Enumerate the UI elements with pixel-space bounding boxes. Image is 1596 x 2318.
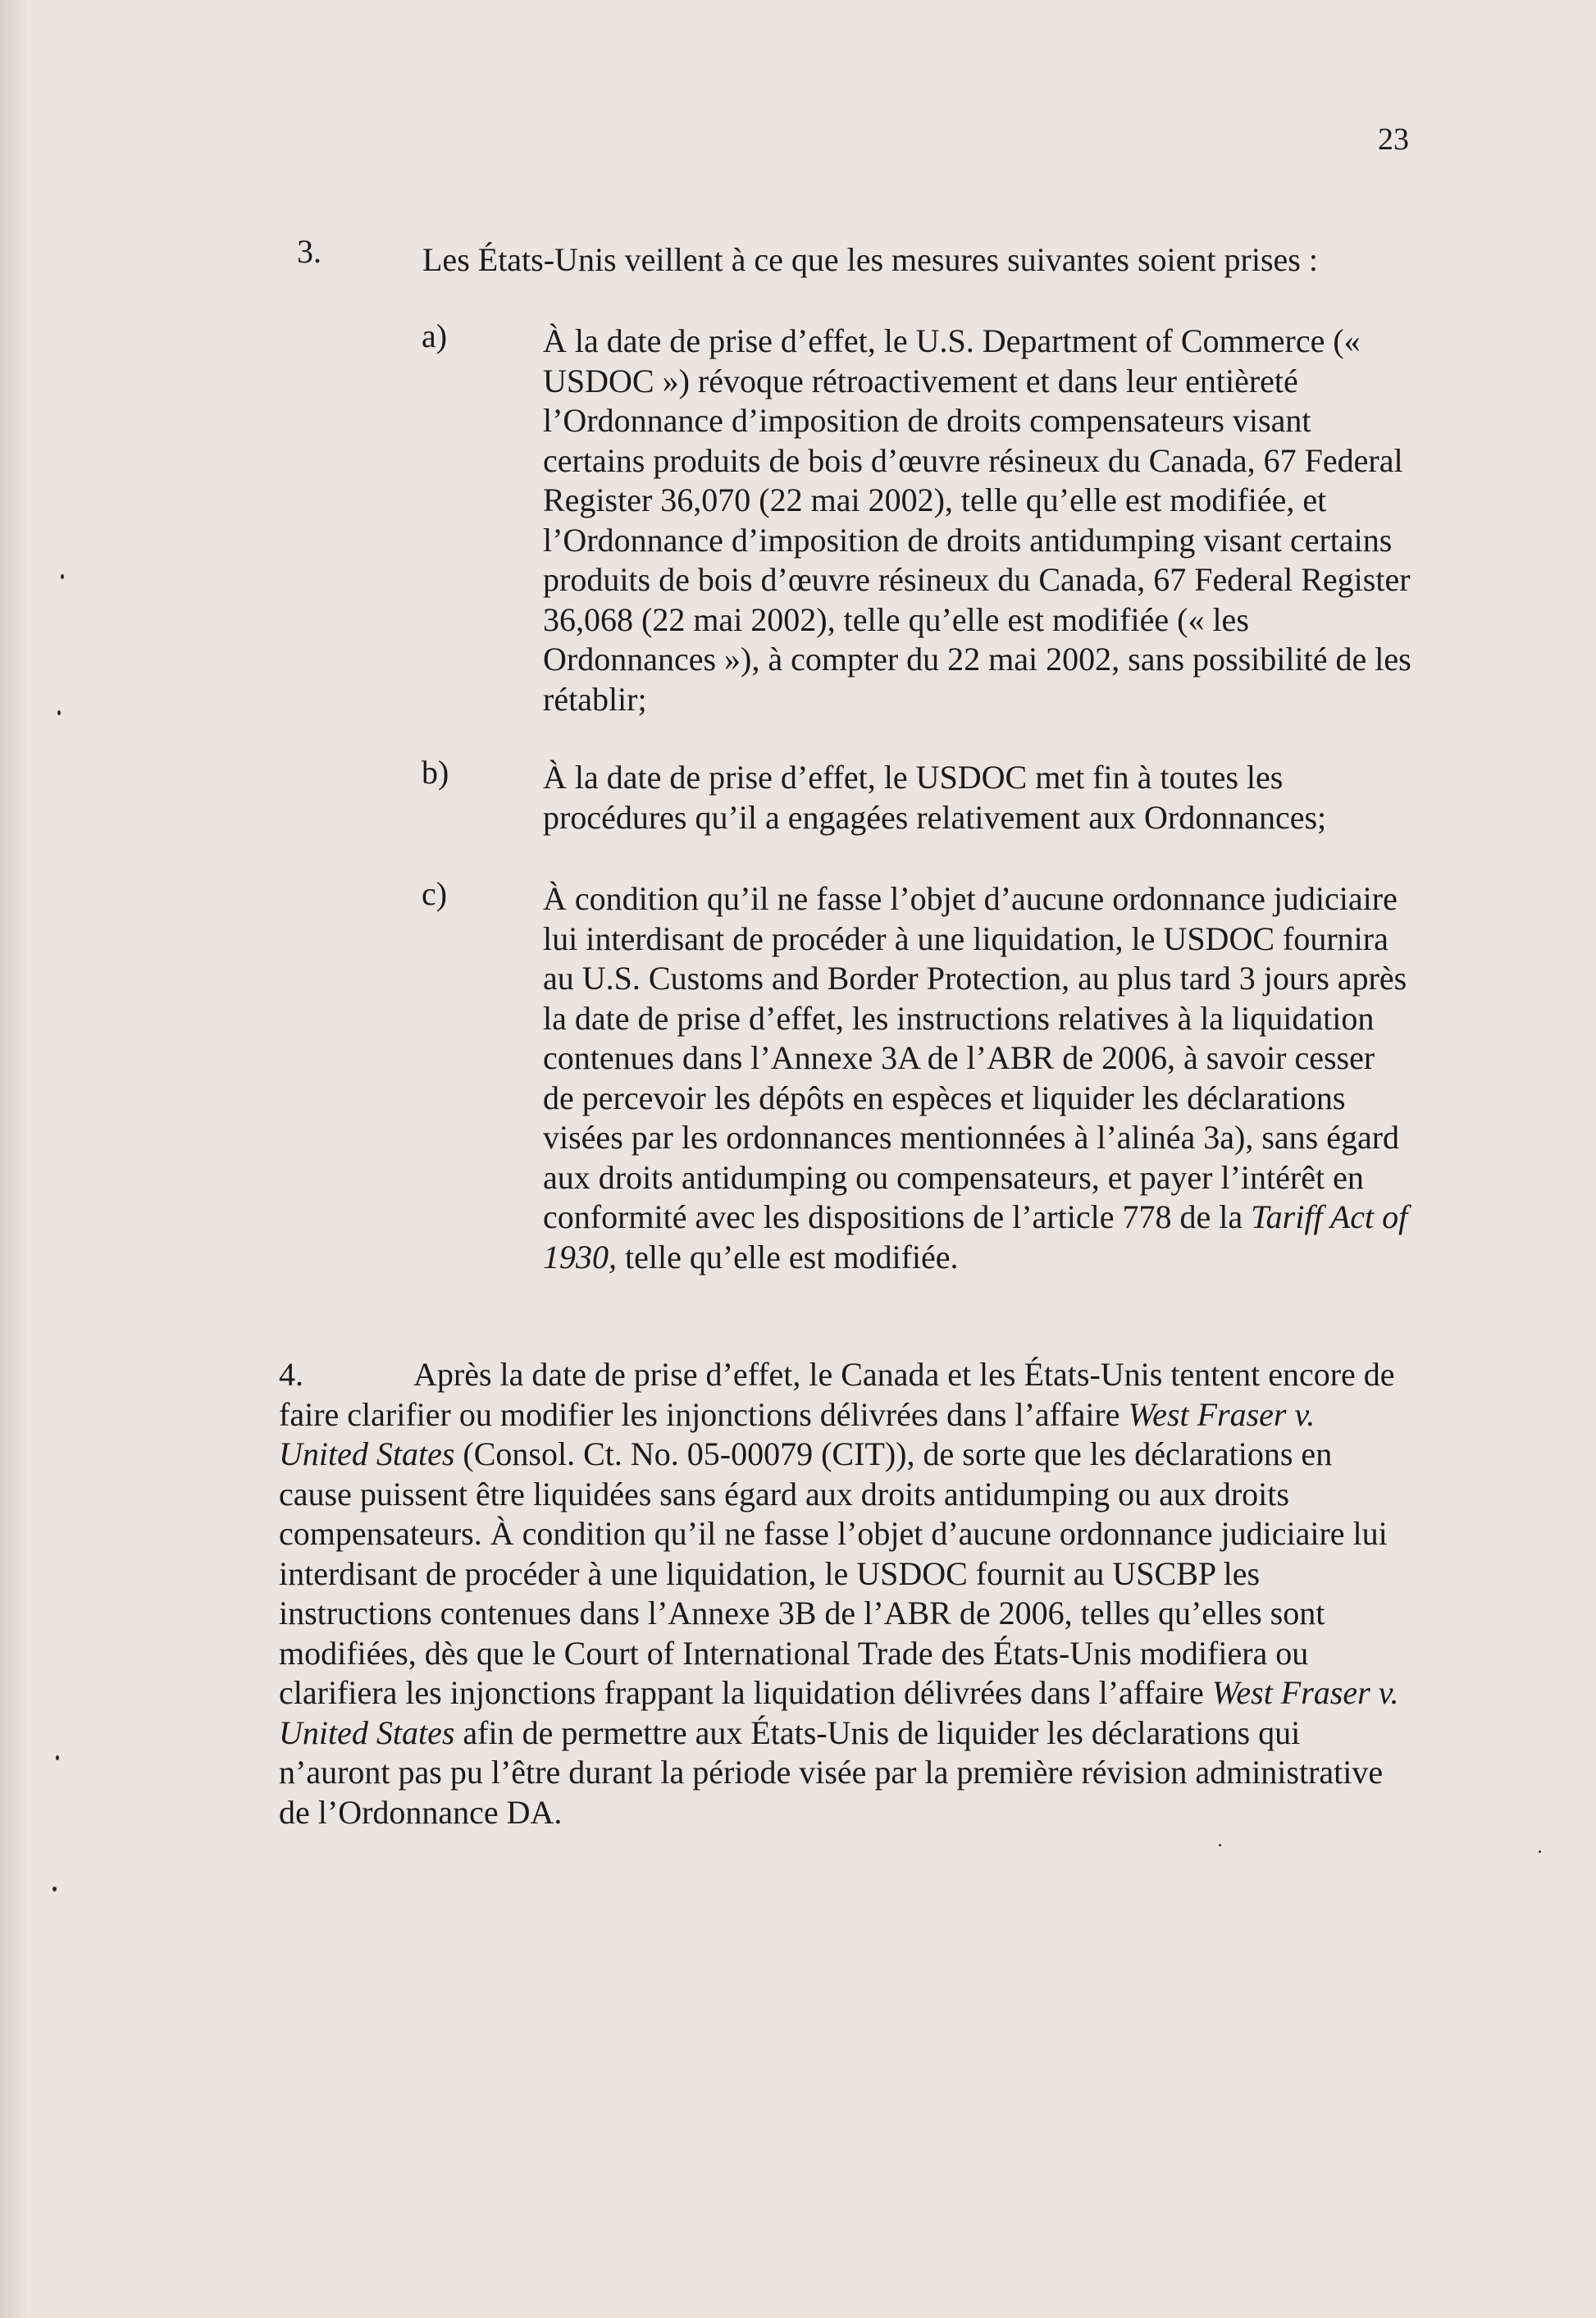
section-3-intro: Les États-Unis veillent à ce que les mesures suivantes soient prises : xyxy=(422,241,1318,278)
item-c-text xyxy=(543,879,1412,1277)
section-3-number: 3. xyxy=(297,233,321,270)
scan-speck xyxy=(1539,1850,1541,1853)
section-4-paragraph xyxy=(279,1355,1412,1832)
item-b-text: À la date de prise d’effet, le USDOC met fin à toutes les procédures qu’il a engagées relativement aux Ordonnances; xyxy=(543,759,1327,836)
section-4-number: 4. xyxy=(279,1356,303,1393)
item-b-label: b) xyxy=(422,754,449,791)
item-c-text-before: À condition qu’il ne fasse l’objet d’aucune ordonnance judiciaire lui interdisant de procéder à une liquidation, le USDOC fournira au U.S. Customs and Border Protection, au plus tard 3 jours après la date de prise d’effet, les instructions relatives à la liquidation contenues dans l’Annexe 3A de l’ABR de 2006, à savoir cesser de percevoir les dépôts en espèces et liquider les déclarations visées par les ordonnances mentionnées à l’alinéa 3a), sans égard aux droits antidumping ou compensateurs, et payer l’intérêt en conformité avec les dispositions de l’article 778 de la xyxy=(543,880,1407,1235)
item-a-text: À la date de prise d’effet, le U.S. Department of Commerce (« USDOC ») révoque rétroactivement et dans leur entièreté l’Ordonnance d’imposition de droits compensateurs visant certains produits de bois d’œuvre résineux du Canada, 67 Federal Register 36,070 (22 mai 2002), telle qu’elle est modifiée, et l’Ordonnance d’imposition de droits antidumping visant certains produits de bois d’œuvre résineux du Canada, 67 Federal Register 36,068 (22 mai 2002), telle qu’elle est modifiée (« les Ordonnances »), à compter du 22 mai 2002, sans possibilité de les rétablir; xyxy=(543,322,1411,718)
item-c-label: c) xyxy=(422,875,448,912)
case-name-1: West Fraser v. United States xyxy=(279,1395,1316,1472)
binding-shadow xyxy=(0,0,28,2318)
scan-speck xyxy=(56,1755,59,1760)
tariff-act-title: Tariff Act of 1930, xyxy=(543,1198,1408,1275)
section-4-part2: (Consol. Ct. No. 05-00079 (CIT)), de sorte que les déclarations en cause puissent être liquidées sans égard aux droits antidumping ou aux droits compensateurs. À condition qu’il ne fasse l’objet d’aucune ordonnance judiciaire lui interdisant de procéder à une liquidation, le USDOC fournit au USCBP les instructions contenues dans l’Annexe 3B de l’ABR de 2006, telles qu’elles sont modifiées, dès que le Court of International Trade des États-Unis modifiera ou clarifiera les injonctions frappant la liquidation délivrées dans l’affaire xyxy=(279,1435,1388,1711)
scan-speck xyxy=(52,1887,57,1891)
scan-speck xyxy=(61,574,64,579)
case-name-2: West Fraser v. United States xyxy=(279,1674,1399,1751)
item-a-label: a) xyxy=(422,317,448,354)
item-c-text-after: telle qu’elle est modifiée. xyxy=(617,1238,959,1275)
scan-speck xyxy=(1219,1844,1221,1846)
section-4-part1: Après la date de prise d’effet, le Canada et les États-Unis tentent encore de faire clarifier ou modifier les injonctions délivrées dans l’affaire xyxy=(279,1356,1395,1433)
page-number: 23 xyxy=(1378,122,1409,157)
section-4-part3: afin de permettre aux États-Unis de liquider les déclarations qui n’auront pas pu l’être durant la période visée par la première révision administrative de l’Ordonnance DA. xyxy=(279,1713,1384,1831)
scan-speck xyxy=(57,710,61,715)
